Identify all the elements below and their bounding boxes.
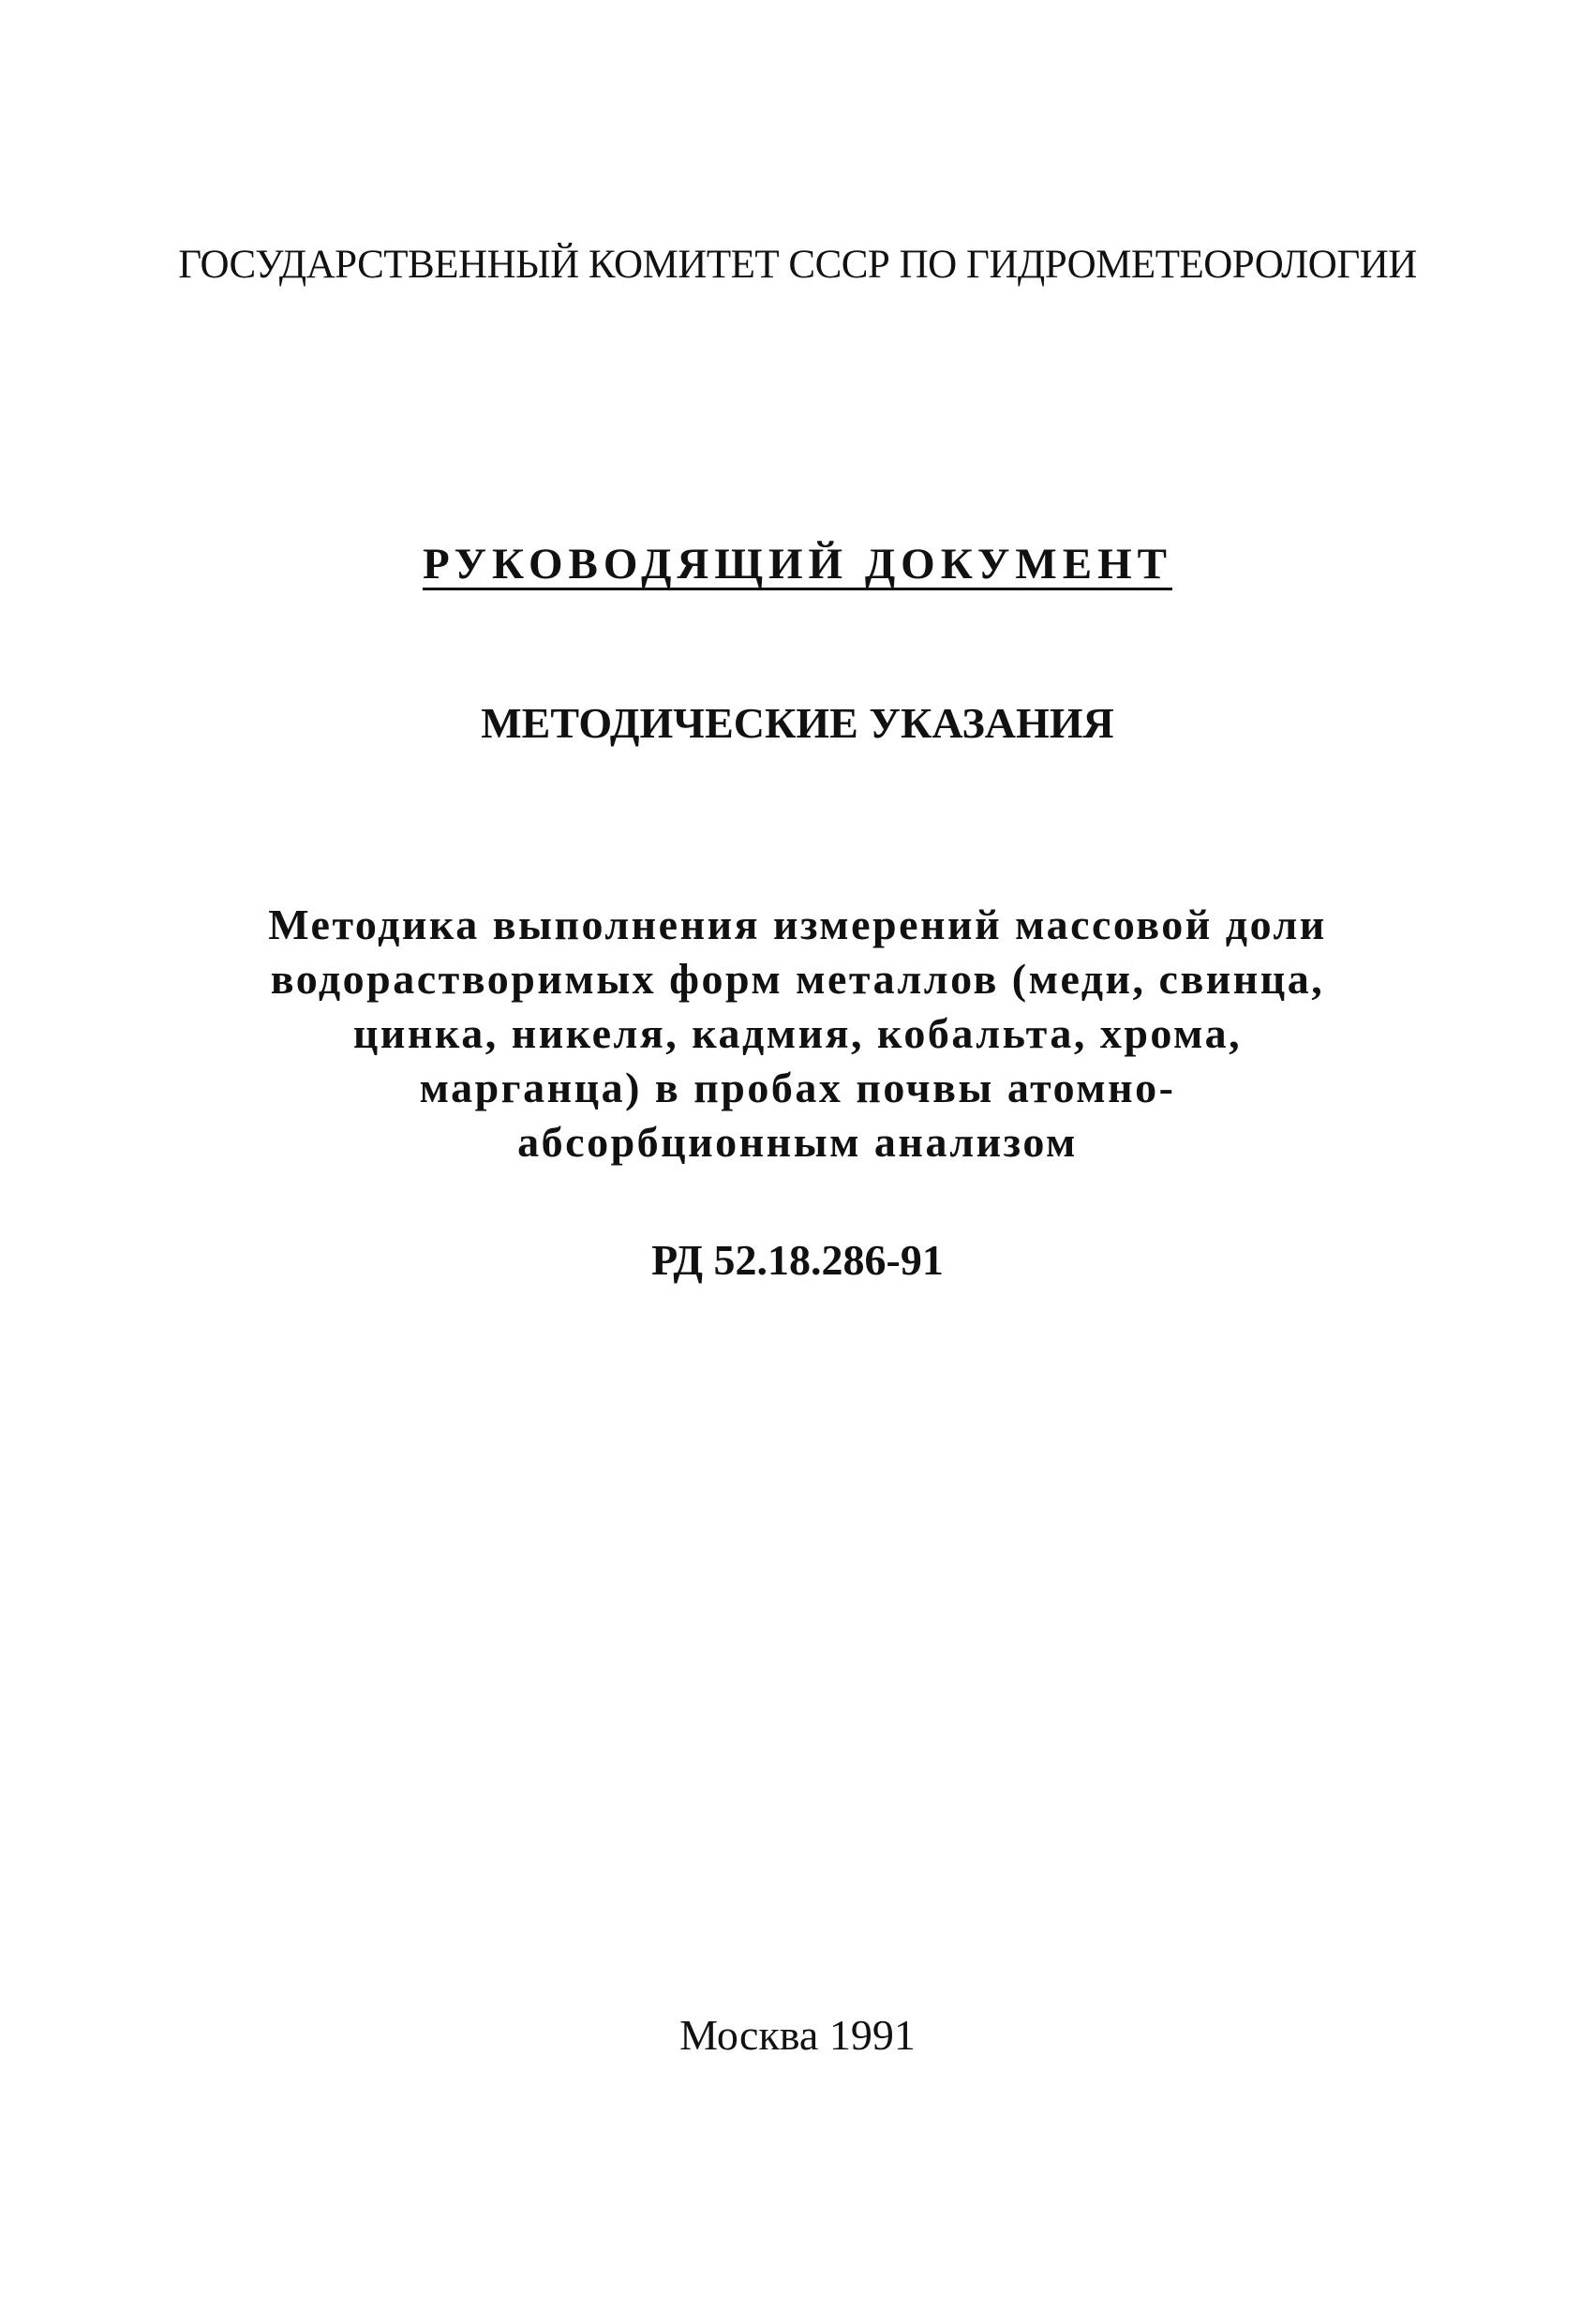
issuing-committee: ГОСУДАРСТВЕННЫЙ КОМИТЕТ СССР ПО ГИДРОМЕТЕОРОЛОГИИ bbox=[178, 243, 1417, 287]
document-type-text: РУКОВОДЯЩИЙ ДОКУМЕНТ bbox=[423, 540, 1172, 588]
method-title-line: водорастворимых форм металлов (меди, свинца, bbox=[270, 955, 1325, 1003]
method-title-line: марганца) в пробах почвы атомно- bbox=[419, 1064, 1176, 1111]
document-type-heading bbox=[0, 539, 1595, 589]
method-title-line: абсорбционным анализом bbox=[517, 1118, 1078, 1166]
method-title-line: Методика выполнения измерений массовой доли bbox=[268, 901, 1327, 948]
method-title-line: цинка, никеля, кадмия, кобальта, хрома, bbox=[352, 1009, 1243, 1057]
method-title bbox=[0, 898, 1595, 1169]
publication-place-year: Москва 1991 bbox=[679, 2011, 916, 2059]
section-heading: МЕТОДИЧЕСКИЕ УКАЗАНИЯ bbox=[481, 699, 1114, 747]
document-code: РД 52.18.286-91 bbox=[651, 1236, 944, 1284]
